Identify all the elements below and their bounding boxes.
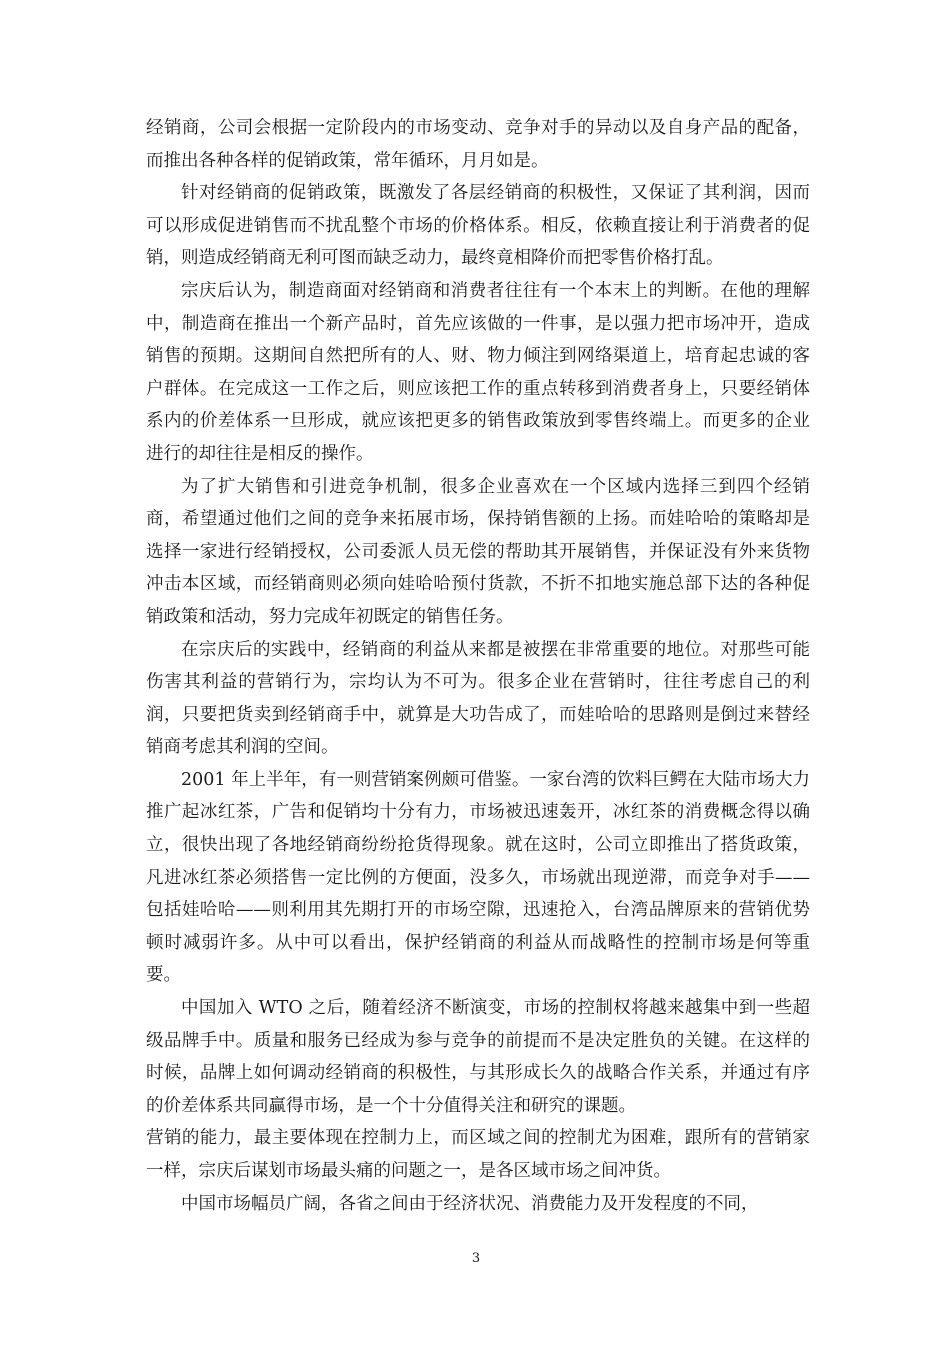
page-number: 3 <box>471 1251 481 1266</box>
paragraph-6: 2001 年上半年，有一则营销案例颇可借鉴。一家台湾的饮料巨鳄在大陆市场大力推广起冰红茶，广告和促销均十分有力，市场被迅速轰开，冰红茶的消费概念得以确立，很快出现了各地经销商纷纷抢货得现象。就在这时，公司立即推出了搭货政策，凡进冰红茶必须搭售一定比例的方便面，没多久，市场就出现逆滞，而竞争对手——包括娃哈哈——则利用其先期打开的市场空隙，迅速抢入，台湾品牌原来的营销优势顿时减弱许多。从中可以看出，保护经销商的利益从而战略性的控制市场是何等重要。 <box>146 769 810 986</box>
paragraph-4: 为了扩大销售和引进竞争机制，很多企业喜欢在一个区域内选择三到四个经销商，希望通过他们之间的竞争来拓展市场，保持销售额的上扬。而娃哈哈的策略却是选择一家进行经销授权，公司委派人员无偿的帮助其开展销售，并保证没有外来货物冲击本区域，而经销商则必须向娃哈哈预付货款，不折不扣地实施总部下达的各种促销政策和活动，努力完成年初既定的销售任务。 <box>146 476 810 627</box>
paragraph-1: 经销商，公司会根据一定阶段内的市场变动、竞争对手的异动以及自身产品的配备，而推出各种各样的促销政策，常年循环，月月如是。 <box>146 118 810 171</box>
paragraph-9: 中国市场幅员广阔，各省之间由于经济状况、消费能力及开发程度的不同， <box>181 1193 759 1214</box>
paragraph-8: 营销的能力，最主要体现在控制力上，而区域之间的控制尤为困难，跟所有的营销家一样，宗庆后谋划市场最头痛的问题之一，是各区域市场之间冲货。 <box>146 1128 810 1181</box>
paragraph-5: 在宗庆后的实践中，经销商的利益从来都是被摆在非常重要的地位。对那些可能伤害其利益的营销行为，宗均认为不可为。很多企业在营销时，往往考虑自己的利润，只要把货卖到经销商手中，就算是大功告成了，而娃哈哈的思路则是倒过来替经销商考虑其利润的空间。 <box>146 639 810 758</box>
document-page <box>146 112 810 1220</box>
paragraph-3: 宗庆后认为，制造商面对经销商和消费者往往有一个本末上的判断。在他的理解中，制造商在推出一个新产品时，首先应该做的一件事，是以强力把市场冲开，造成销售的预期。这期间自然把所有的人、财、物力倾注到网络渠道上，培育起忠诚的客户群体。在完成这一工作之后，则应该把工作的重点转移到消费者身上，只要经销体系内的价差体系一旦形成，就应该把更多的销售政策放到零售终端上。而更多的企业进行的却往往是相反的操作。 <box>146 280 810 464</box>
paragraph-7: 中国加入 WTO 之后，随着经济不断演变，市场的控制权将越来越集中到一些超级品牌手中。质量和服务已经成为参与竞争的前提而不是决定胜负的关键。在这样的时候，品牌上如何调动经销商的积极性，与其形成长久的战略合作关系，并通过有序的价差体系共同赢得市场，是一个十分值得关注和研究的课题。 <box>146 998 810 1116</box>
paragraph-2: 针对经销商的促销政策，既激发了各层经销商的积极性，又保证了其利润，因而可以形成促进销售而不扰乱整个市场的价格体系。相反，依赖直接让利于消费者的促销，则造成经销商无利可图而缺乏动力，最终竟相降价而把零售价格打乱。 <box>146 183 810 269</box>
